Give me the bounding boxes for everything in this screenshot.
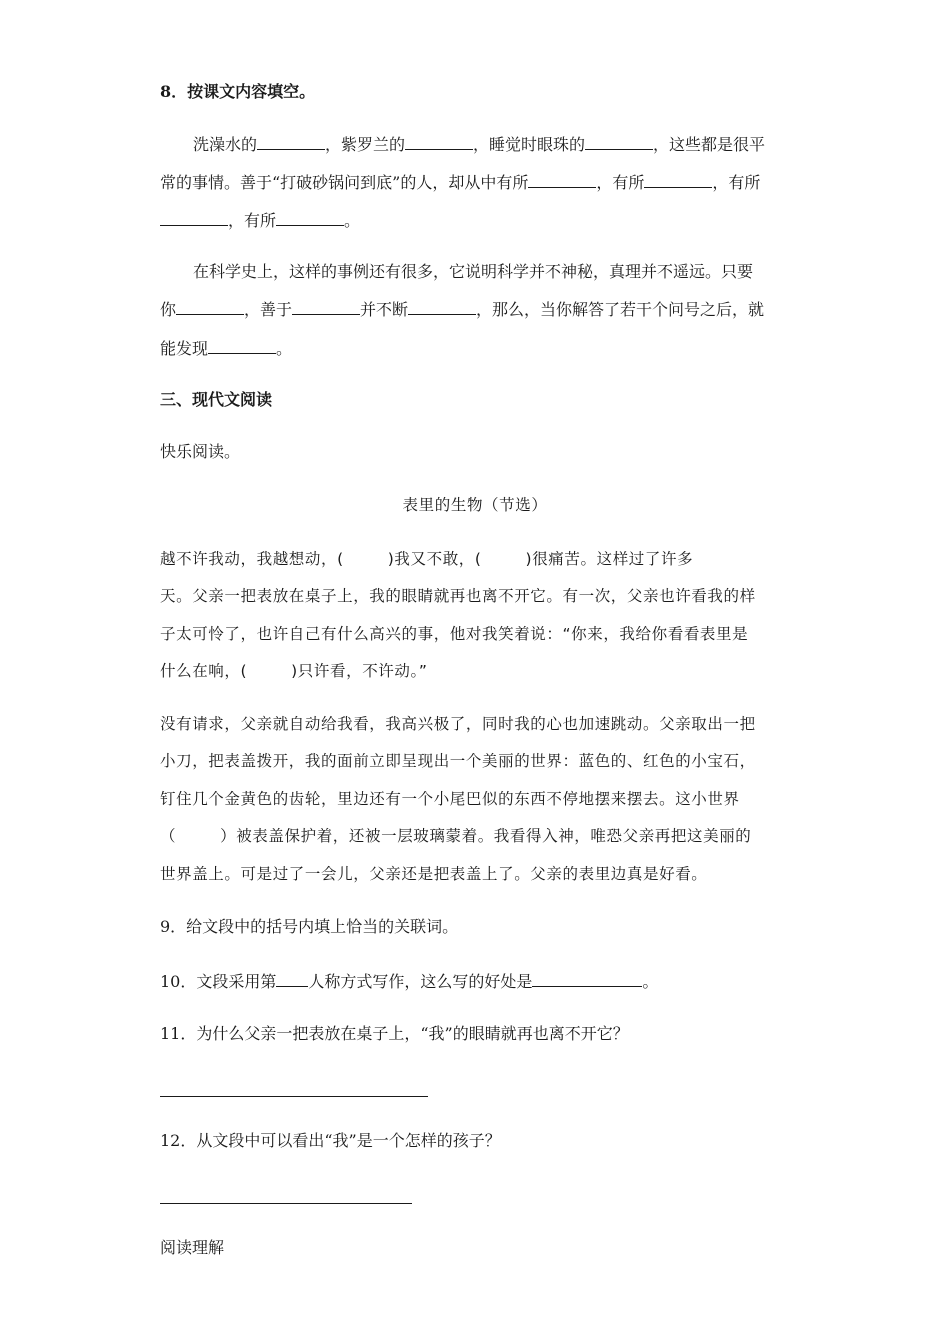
passage-p1-line4: 什么在响，( )只许看，不许动。” [160,662,428,680]
passage-p2-line4: （ ）被表盖保护着，还被一层玻璃蒙着。我看得入神，唯恐父亲再把这美丽的 [160,827,752,845]
q10-text: 10．文段采用第 人称方式写作，这么写的好处是 。 [160,972,659,991]
passage-p1-line3: 子太可怜了，也许自己有什么高兴的事，他对我笑着说：“你来，我给你看看表里是 [160,625,749,643]
passage-p2-line2: 小刀，把表盖拨开，我的面前立即呈现出一个美丽的世界：蓝色的、红色的小宝石， [160,752,756,770]
passage-p2-line5: 世界盖上。可是过了一会儿，父亲还是把表盖上了。父亲的表里边真是好看。 [160,865,708,883]
section3-title: 三、现代文阅读 [160,390,273,409]
passage-p1-line1: 越不许我动，我越想动，( )我又不敢，( )很痛苦。这样过了许多 [160,550,694,568]
passage-title: 表里的生物（节选） [402,496,548,514]
footer-label: 阅读理解 [160,1238,225,1257]
q8-p1-line1: 洗澡水的 ，紫罗兰的 ，睡觉时眼珠的 ，这些都是很平 [193,135,766,154]
passage-p2-line3: 钉住几个金黄色的齿轮，里边还有一个小尾巴似的东西不停地摆来摆去。这小世界 [160,790,740,808]
q9-text: 9．给文段中的括号内填上恰当的关联词。 [160,917,459,936]
q8-p2-line1: 在科学史上，这样的事例还有很多，它说明科学并不神秘，真理并不遥远。只要 [193,262,754,281]
q8-p2-line3: 能发现 。 [160,339,293,358]
q12-text: 12．从文段中可以看出“我”是一个怎样的孩子？ [160,1131,501,1150]
q11-answer-line[interactable] [160,1096,428,1097]
q8-p2-line2: 你 ，善于 并不断 ，那么，当你解答了若干个问号之后，就 [160,300,765,319]
q11-text: 11．为什么父亲一把表放在桌子上，“我”的眼睛就再也离不开它？ [160,1024,629,1043]
passage-p2-line1: 没有请求，父亲就自动给我看，我高兴极了，同时我的心也加速跳动。父亲取出一把 [160,715,756,733]
section3-intro: 快乐阅读。 [160,442,241,461]
q8-p1-line2: 常的事情。善于“打破砂锅问到底”的人，却从中有所 ，有所 ，有所 [160,173,761,192]
q12-answer-line[interactable] [160,1203,412,1204]
passage-p1-line2: 天。父亲一把表放在桌子上，我的眼睛就再也离不开它。有一次，父亲也许看我的样 [160,587,756,605]
q8-title: 8．按课文内容填空。 [160,82,316,101]
q8-p1-line3: ，有所 。 [160,210,360,231]
